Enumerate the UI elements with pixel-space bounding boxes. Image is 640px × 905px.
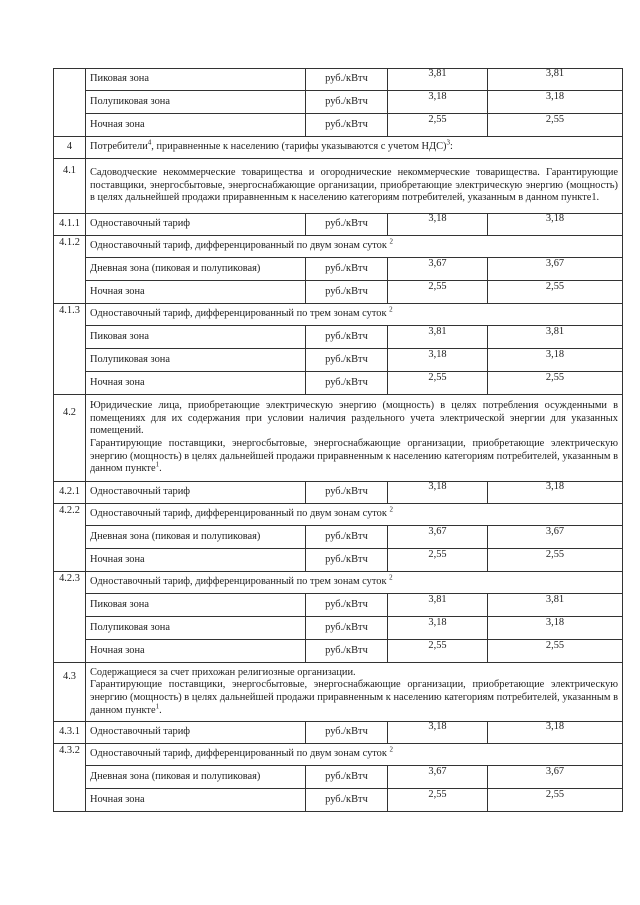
table-row <box>54 69 623 91</box>
value-half2: 2,55 <box>545 371 565 383</box>
value-half1: 3,18 <box>428 481 447 493</box>
tariff-name: Одноставочный тариф, дифференцированный по трем зонам суток $^2$ <box>86 572 623 594</box>
value-cell <box>488 326 623 349</box>
row-number: 4.1.2 <box>54 236 86 304</box>
zone-name: Ночная зона <box>86 114 306 137</box>
unit-cell: руб./кВтч <box>306 91 388 114</box>
unit-cell: руб./кВтч <box>306 482 388 504</box>
value-cell <box>388 789 488 812</box>
row-number: 4.2 <box>54 395 86 482</box>
table-row <box>54 372 623 395</box>
value-half1: 3,18 <box>428 348 447 360</box>
value-cell <box>388 91 488 114</box>
tariff-name: Одноставочный тариф, дифференцированный по трем зонам суток $^2$ <box>86 304 623 326</box>
value-cell <box>388 640 488 663</box>
table-row <box>54 617 623 640</box>
zone-name: Пиковая зона <box>86 594 306 617</box>
value-half2: 3,67 <box>545 525 565 537</box>
value-cell <box>488 349 623 372</box>
value-half2: 3,81 <box>545 68 565 80</box>
table-row <box>54 572 623 594</box>
value-half2: 2,55 <box>545 548 565 560</box>
unit-cell: руб./кВтч <box>306 594 388 617</box>
value-half1: 2,55 <box>428 113 447 125</box>
value-half1: 2,55 <box>428 371 447 383</box>
table-row <box>54 281 623 304</box>
value-half1: 3,81 <box>428 593 447 605</box>
row-number: 4.3.2 <box>54 744 86 812</box>
value-cell <box>388 372 488 395</box>
unit-cell: руб./кВтч <box>306 69 388 91</box>
value-half1: 3,67 <box>428 525 447 537</box>
value-cell <box>488 640 623 663</box>
value-cell <box>488 722 623 744</box>
section-header-row <box>54 395 623 482</box>
value-cell <box>488 482 623 504</box>
value-half1: 2,55 <box>428 280 447 292</box>
value-cell <box>388 526 488 549</box>
section-header-row <box>54 137 623 159</box>
row-number: 4.1.3 <box>54 304 86 395</box>
section-description: Садоводческие некоммерческие товарищества и огороднические некоммерческие товарищества. Гарантирующие поставщики, энергосбытовые, энергоснабжающие организации, приобретающие электрическую энергию (мощность) в целях дальнейшей продажи приравненным к населению категориям потребителей, указанным в данном пункте1. <box>86 159 623 214</box>
value-half1: 3,18 <box>428 721 447 733</box>
value-cell <box>488 594 623 617</box>
table-row <box>54 722 623 744</box>
value-cell <box>488 617 623 640</box>
table-row <box>54 789 623 812</box>
zone-name: Ночная зона <box>86 281 306 304</box>
zone-name: Ночная зона <box>86 640 306 663</box>
unit-cell: руб./кВтч <box>306 617 388 640</box>
table-row <box>54 549 623 572</box>
value-half2: 3,81 <box>545 593 565 605</box>
value-cell <box>388 594 488 617</box>
zone-name: Полупиковая зона <box>86 617 306 640</box>
value-half2: 3,18 <box>545 616 565 628</box>
tariff-name: Одноставочный тариф, дифференцированный по двум зонам суток $^2$ <box>86 504 623 526</box>
table-row <box>54 214 623 236</box>
value-cell <box>488 549 623 572</box>
unit-cell: руб./кВтч <box>306 326 388 349</box>
value-half1: 3,67 <box>428 765 447 777</box>
value-cell <box>488 281 623 304</box>
value-cell <box>488 69 623 91</box>
zone-name: Ночная зона <box>86 372 306 395</box>
tariff-name: Одноставочный тариф, дифференцированный по двум зонам суток $^2$ <box>86 236 623 258</box>
value-cell <box>488 114 623 137</box>
value-half2: 3,18 <box>545 213 565 225</box>
section-title: Потребители$^4$, приравненные к населению (тарифы указываются с учетом НДС)$^3$: <box>86 137 623 159</box>
row-number <box>54 69 86 137</box>
zone-name: Полупиковая зона <box>86 91 306 114</box>
value-half1: 3,81 <box>428 68 447 80</box>
table-row <box>54 640 623 663</box>
section-header-row <box>54 663 623 722</box>
zone-name: Пиковая зона <box>86 69 306 91</box>
table-row <box>54 766 623 789</box>
value-half2: 3,18 <box>545 90 565 102</box>
value-half1: 3,81 <box>428 325 447 337</box>
value-half1: 3,18 <box>428 90 447 102</box>
value-cell <box>488 766 623 789</box>
value-cell <box>388 766 488 789</box>
table-row <box>54 594 623 617</box>
table-row <box>54 526 623 549</box>
tariff-name: Одноставочный тариф <box>86 214 306 236</box>
tariff-name: Одноставочный тариф <box>86 482 306 504</box>
unit-cell: руб./кВтч <box>306 372 388 395</box>
zone-name: Дневная зона (пиковая и полупиковая) <box>86 766 306 789</box>
section-description: Юридические лица, приобретающие электрическую энергию (мощность) в целях потребления осужденными в помещениях для их содержания при условии наличия раздельного учета электрической энергии для указанных помещений. Гарантирующие поставщики, энергосбытовые, энергоснабжающие организации, приобретающие электрическую энергию (мощность) в целях дальнейшей продажи приравненным к населению категориям потребителей, указанным в данном пункте$^1$. <box>86 395 623 482</box>
value-cell <box>388 549 488 572</box>
value-cell <box>388 258 488 281</box>
value-half1: 3,67 <box>428 257 447 269</box>
value-half2: 3,67 <box>545 257 565 269</box>
value-half2: 3,18 <box>545 721 565 733</box>
value-cell <box>388 326 488 349</box>
value-cell <box>488 526 623 549</box>
row-number: 4 <box>54 137 86 159</box>
row-number: 4.2.2 <box>54 504 86 572</box>
value-cell <box>488 789 623 812</box>
unit-cell: руб./кВтч <box>306 789 388 812</box>
value-half2: 3,18 <box>545 481 565 493</box>
value-half2: 3,81 <box>545 325 565 337</box>
unit-cell: руб./кВтч <box>306 766 388 789</box>
table-row <box>54 482 623 504</box>
section-description: Содержащиеся за счет прихожан религиозные организации. Гарантирующие поставщики, энергосбытовые, энергоснабжающие организации, приобретающие электрическую энергию (мощность) в целях дальнейшей продажи приравненным к населению категориям потребителей, указанным в данном пункте$^1$. <box>86 663 623 722</box>
value-half2: 3,67 <box>545 765 565 777</box>
value-cell <box>388 214 488 236</box>
unit-cell: руб./кВтч <box>306 549 388 572</box>
unit-cell: руб./кВтч <box>306 526 388 549</box>
table-row <box>54 744 623 766</box>
unit-cell: руб./кВтч <box>306 258 388 281</box>
value-cell <box>388 482 488 504</box>
row-number: 4.3.1 <box>54 722 86 744</box>
value-half2: 2,55 <box>545 280 565 292</box>
section-header-row <box>54 159 623 214</box>
table-row <box>54 236 623 258</box>
zone-name: Ночная зона <box>86 789 306 812</box>
tariff-table <box>53 68 623 812</box>
value-cell <box>388 114 488 137</box>
unit-cell: руб./кВтч <box>306 640 388 663</box>
row-number: 4.2.1 <box>54 482 86 504</box>
value-half1: 3,18 <box>428 616 447 628</box>
table-row <box>54 504 623 526</box>
row-number: 4.3 <box>54 663 86 722</box>
unit-cell: руб./кВтч <box>306 114 388 137</box>
unit-cell: руб./кВтч <box>306 214 388 236</box>
table-row <box>54 349 623 372</box>
value-cell <box>488 372 623 395</box>
value-cell <box>388 69 488 91</box>
value-half1: 2,55 <box>428 639 447 651</box>
value-cell <box>488 214 623 236</box>
value-half2: 3,18 <box>545 348 565 360</box>
row-number: 4.2.3 <box>54 572 86 663</box>
value-cell <box>388 281 488 304</box>
tariff-name: Одноставочный тариф <box>86 722 306 744</box>
unit-cell: руб./кВтч <box>306 281 388 304</box>
value-cell <box>488 258 623 281</box>
value-half1: 2,55 <box>428 788 447 800</box>
value-half1: 2,55 <box>428 548 447 560</box>
table-row <box>54 326 623 349</box>
zone-name: Ночная зона <box>86 549 306 572</box>
zone-name: Пиковая зона <box>86 326 306 349</box>
value-half1: 3,18 <box>428 213 447 225</box>
table-row <box>54 91 623 114</box>
zone-name: Дневная зона (пиковая и полупиковая) <box>86 258 306 281</box>
value-cell <box>388 349 488 372</box>
value-half2: 2,55 <box>545 788 565 800</box>
row-number: 4.1 <box>54 159 86 214</box>
table-row <box>54 258 623 281</box>
value-half2: 2,55 <box>545 113 565 125</box>
value-cell <box>388 722 488 744</box>
table-row <box>54 304 623 326</box>
table-row <box>54 114 623 137</box>
value-half2: 2,55 <box>545 639 565 651</box>
zone-name: Полупиковая зона <box>86 349 306 372</box>
unit-cell: руб./кВтч <box>306 349 388 372</box>
value-cell <box>488 91 623 114</box>
row-number: 4.1.1 <box>54 214 86 236</box>
zone-name: Дневная зона (пиковая и полупиковая) <box>86 526 306 549</box>
value-cell <box>388 617 488 640</box>
tariff-name: Одноставочный тариф, дифференцированный по двум зонам суток $^2$ <box>86 744 623 766</box>
unit-cell: руб./кВтч <box>306 722 388 744</box>
